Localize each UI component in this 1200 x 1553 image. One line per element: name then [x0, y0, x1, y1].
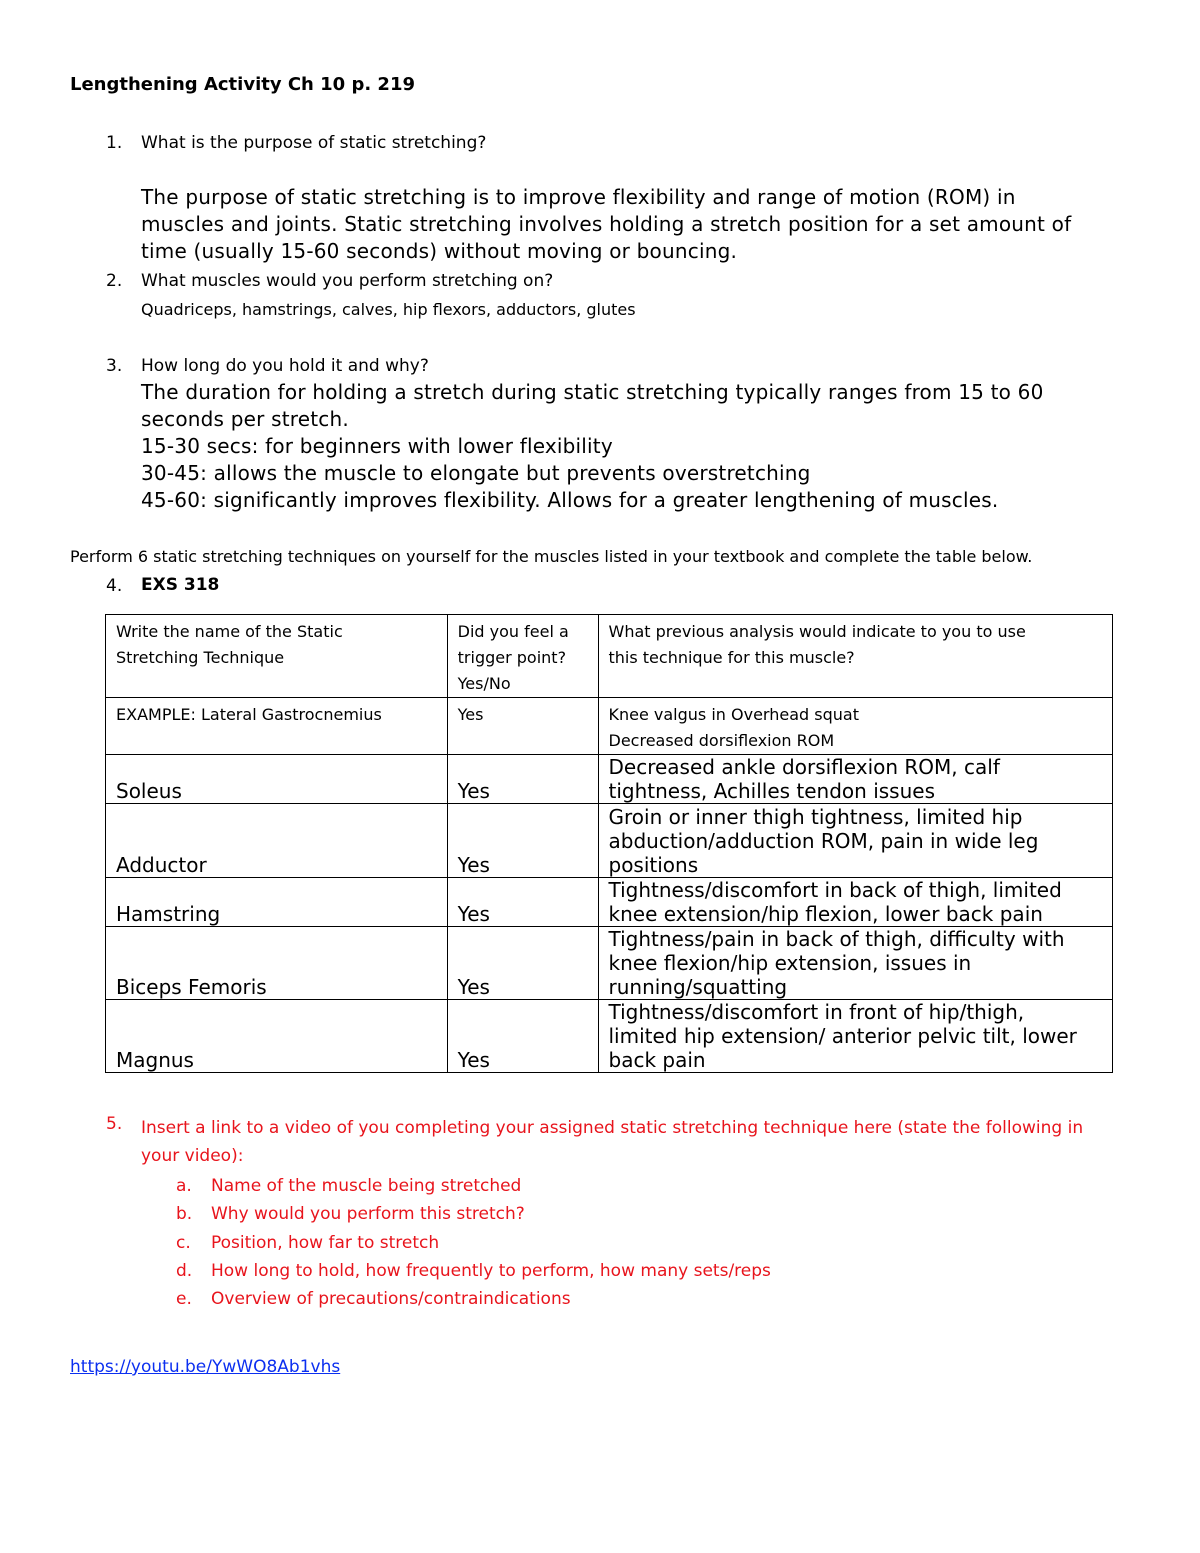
item-text: Why would you perform this stretch? [211, 1204, 525, 1225]
q3-answer-line: seconds per stretch. [141, 407, 349, 431]
q3-answer-line: 15-30 secs: for beginners with lower flexibility [141, 434, 613, 458]
q3-answer-line: 45-60: significantly improves flexibility. Allows for a greater lengthening of muscles. [141, 488, 999, 512]
analysis-line: Tightness/discomfort in front of hip/thigh, [608, 1000, 1025, 1024]
header-technique [106, 615, 448, 698]
q1-question: What is the purpose of static stretching? [141, 133, 487, 153]
q2-answer: Quadriceps, hamstrings, calves, hip flexors, adductors, glutes [141, 300, 636, 319]
technique-cell: Magnus [106, 1000, 448, 1073]
analysis-cell [598, 927, 1113, 1000]
item-text: Name of the muscle being stretched [211, 1176, 522, 1196]
analysis-line: positions [608, 853, 699, 877]
stretching-table [105, 614, 1113, 1073]
trigger-cell: Yes [447, 1000, 598, 1073]
q1-answer-line: The purpose of static stretching is to improve flexibility and range of motion (ROM) in [141, 185, 1016, 209]
q4-number: 4. [106, 576, 123, 596]
analysis-cell [598, 755, 1113, 804]
technique-cell: Adductor [106, 804, 448, 878]
trigger-cell: Yes [447, 755, 598, 804]
q3-answer [141, 379, 1044, 514]
example-trigger: Yes [447, 698, 598, 755]
technique-cell: Soleus [106, 755, 448, 804]
item-text: Overview of precautions/contraindications [211, 1289, 571, 1310]
item-letter: a. [176, 1176, 192, 1196]
item-letter: c. [176, 1232, 191, 1253]
example-name: EXAMPLE: Lateral Gastrocnemius [106, 698, 448, 755]
q1-answer-line: muscles and joints. Static stretching involves holding a stretch position for a set amount of [141, 212, 1072, 236]
analysis-line: knee extension/hip flexion, lower back pain [608, 902, 1043, 926]
q5-number: 5. [106, 1114, 123, 1134]
q3-answer-line: The duration for holding a stretch during static stretching typically ranges from 15 to 60 [141, 380, 1044, 404]
table-header-row [106, 615, 1113, 698]
technique-cell: Hamstring [106, 878, 448, 927]
header-text: Write the name of the Static [116, 622, 343, 641]
header-text: What previous analysis would indicate to you to use [608, 622, 1026, 641]
header-text: this technique for this muscle? [608, 648, 855, 667]
technique-cell: Biceps Femoris [106, 927, 448, 1000]
q5-item [176, 1172, 771, 1200]
q5-line: your video): [141, 1146, 244, 1166]
analysis-line: Knee valgus in Overhead squat [608, 705, 859, 724]
q5-text [141, 1114, 1083, 1170]
item-letter: e. [176, 1289, 192, 1310]
header-text: trigger point? [457, 648, 567, 667]
analysis-line: back pain [608, 1048, 706, 1072]
header-text: Yes/No [457, 674, 511, 693]
item-text: How long to hold, how frequently to perform, how many sets/reps [211, 1260, 771, 1281]
trigger-cell: Yes [447, 927, 598, 1000]
item-letter: d. [176, 1260, 193, 1281]
q2-question: What muscles would you perform stretching on? [141, 271, 554, 291]
q5-item [176, 1229, 771, 1257]
header-trigger [447, 615, 598, 698]
analysis-line: Decreased ankle dorsiflexion ROM, calf [608, 755, 1000, 779]
table-row-example [106, 698, 1113, 755]
q3-number: 3. [106, 356, 123, 376]
analysis-line: Tightness/discomfort in back of thigh, limited [608, 878, 1062, 902]
q2-number: 2. [106, 271, 123, 291]
analysis-cell [598, 804, 1113, 878]
q5-item [176, 1257, 771, 1285]
q5-list [176, 1172, 771, 1313]
analysis-line: Tightness/pain in back of thigh, difficulty with [608, 927, 1065, 951]
page-title: Lengthening Activity Ch 10 p. 219 [70, 74, 416, 95]
item-letter: b. [176, 1204, 193, 1225]
header-text: Stretching Technique [116, 648, 285, 667]
video-link[interactable]: https://youtu.be/YwWO8Ab1vhs [70, 1357, 341, 1377]
header-text: Did you feel a [457, 622, 569, 641]
q1-answer-line: time (usually 15-60 seconds) without moving or bouncing. [141, 239, 738, 263]
analysis-line: Decreased dorsiflexion ROM [608, 731, 835, 750]
analysis-line: tightness, Achilles tendon issues [608, 779, 935, 803]
table-row [106, 804, 1113, 878]
table-row [106, 927, 1113, 1000]
analysis-line: running/squatting [608, 975, 788, 999]
q3-question: How long do you hold it and why? [141, 356, 429, 376]
table-row [106, 1000, 1113, 1073]
q1-answer [141, 184, 1071, 265]
q5-item [176, 1200, 771, 1228]
q1-number: 1. [106, 133, 123, 153]
analysis-cell [598, 878, 1113, 927]
q5-item [176, 1285, 771, 1313]
instruction: Perform 6 static stretching techniques on yourself for the muscles listed in your textbook and complete the table below. [70, 547, 1033, 566]
trigger-cell: Yes [447, 804, 598, 878]
analysis-line: limited hip extension/ anterior pelvic tilt, lower [608, 1024, 1077, 1048]
trigger-cell: Yes [447, 878, 598, 927]
example-analysis [598, 698, 1113, 755]
analysis-line: Groin or inner thigh tightness, limited hip [608, 805, 1023, 829]
analysis-line: abduction/adduction ROM, pain in wide leg [608, 829, 1039, 853]
analysis-line: knee flexion/hip extension, issues in [608, 951, 972, 975]
item-text: Position, how far to stretch [211, 1232, 440, 1253]
q3-answer-line: 30-45: allows the muscle to elongate but prevents overstretching [141, 461, 811, 485]
q4-label: EXS 318 [141, 575, 220, 595]
table-row [106, 755, 1113, 804]
analysis-cell [598, 1000, 1113, 1073]
header-analysis [598, 615, 1113, 698]
table-row [106, 878, 1113, 927]
q5-line: Insert a link to a video of you completing your assigned static stretching technique here (state the following in [141, 1118, 1084, 1138]
